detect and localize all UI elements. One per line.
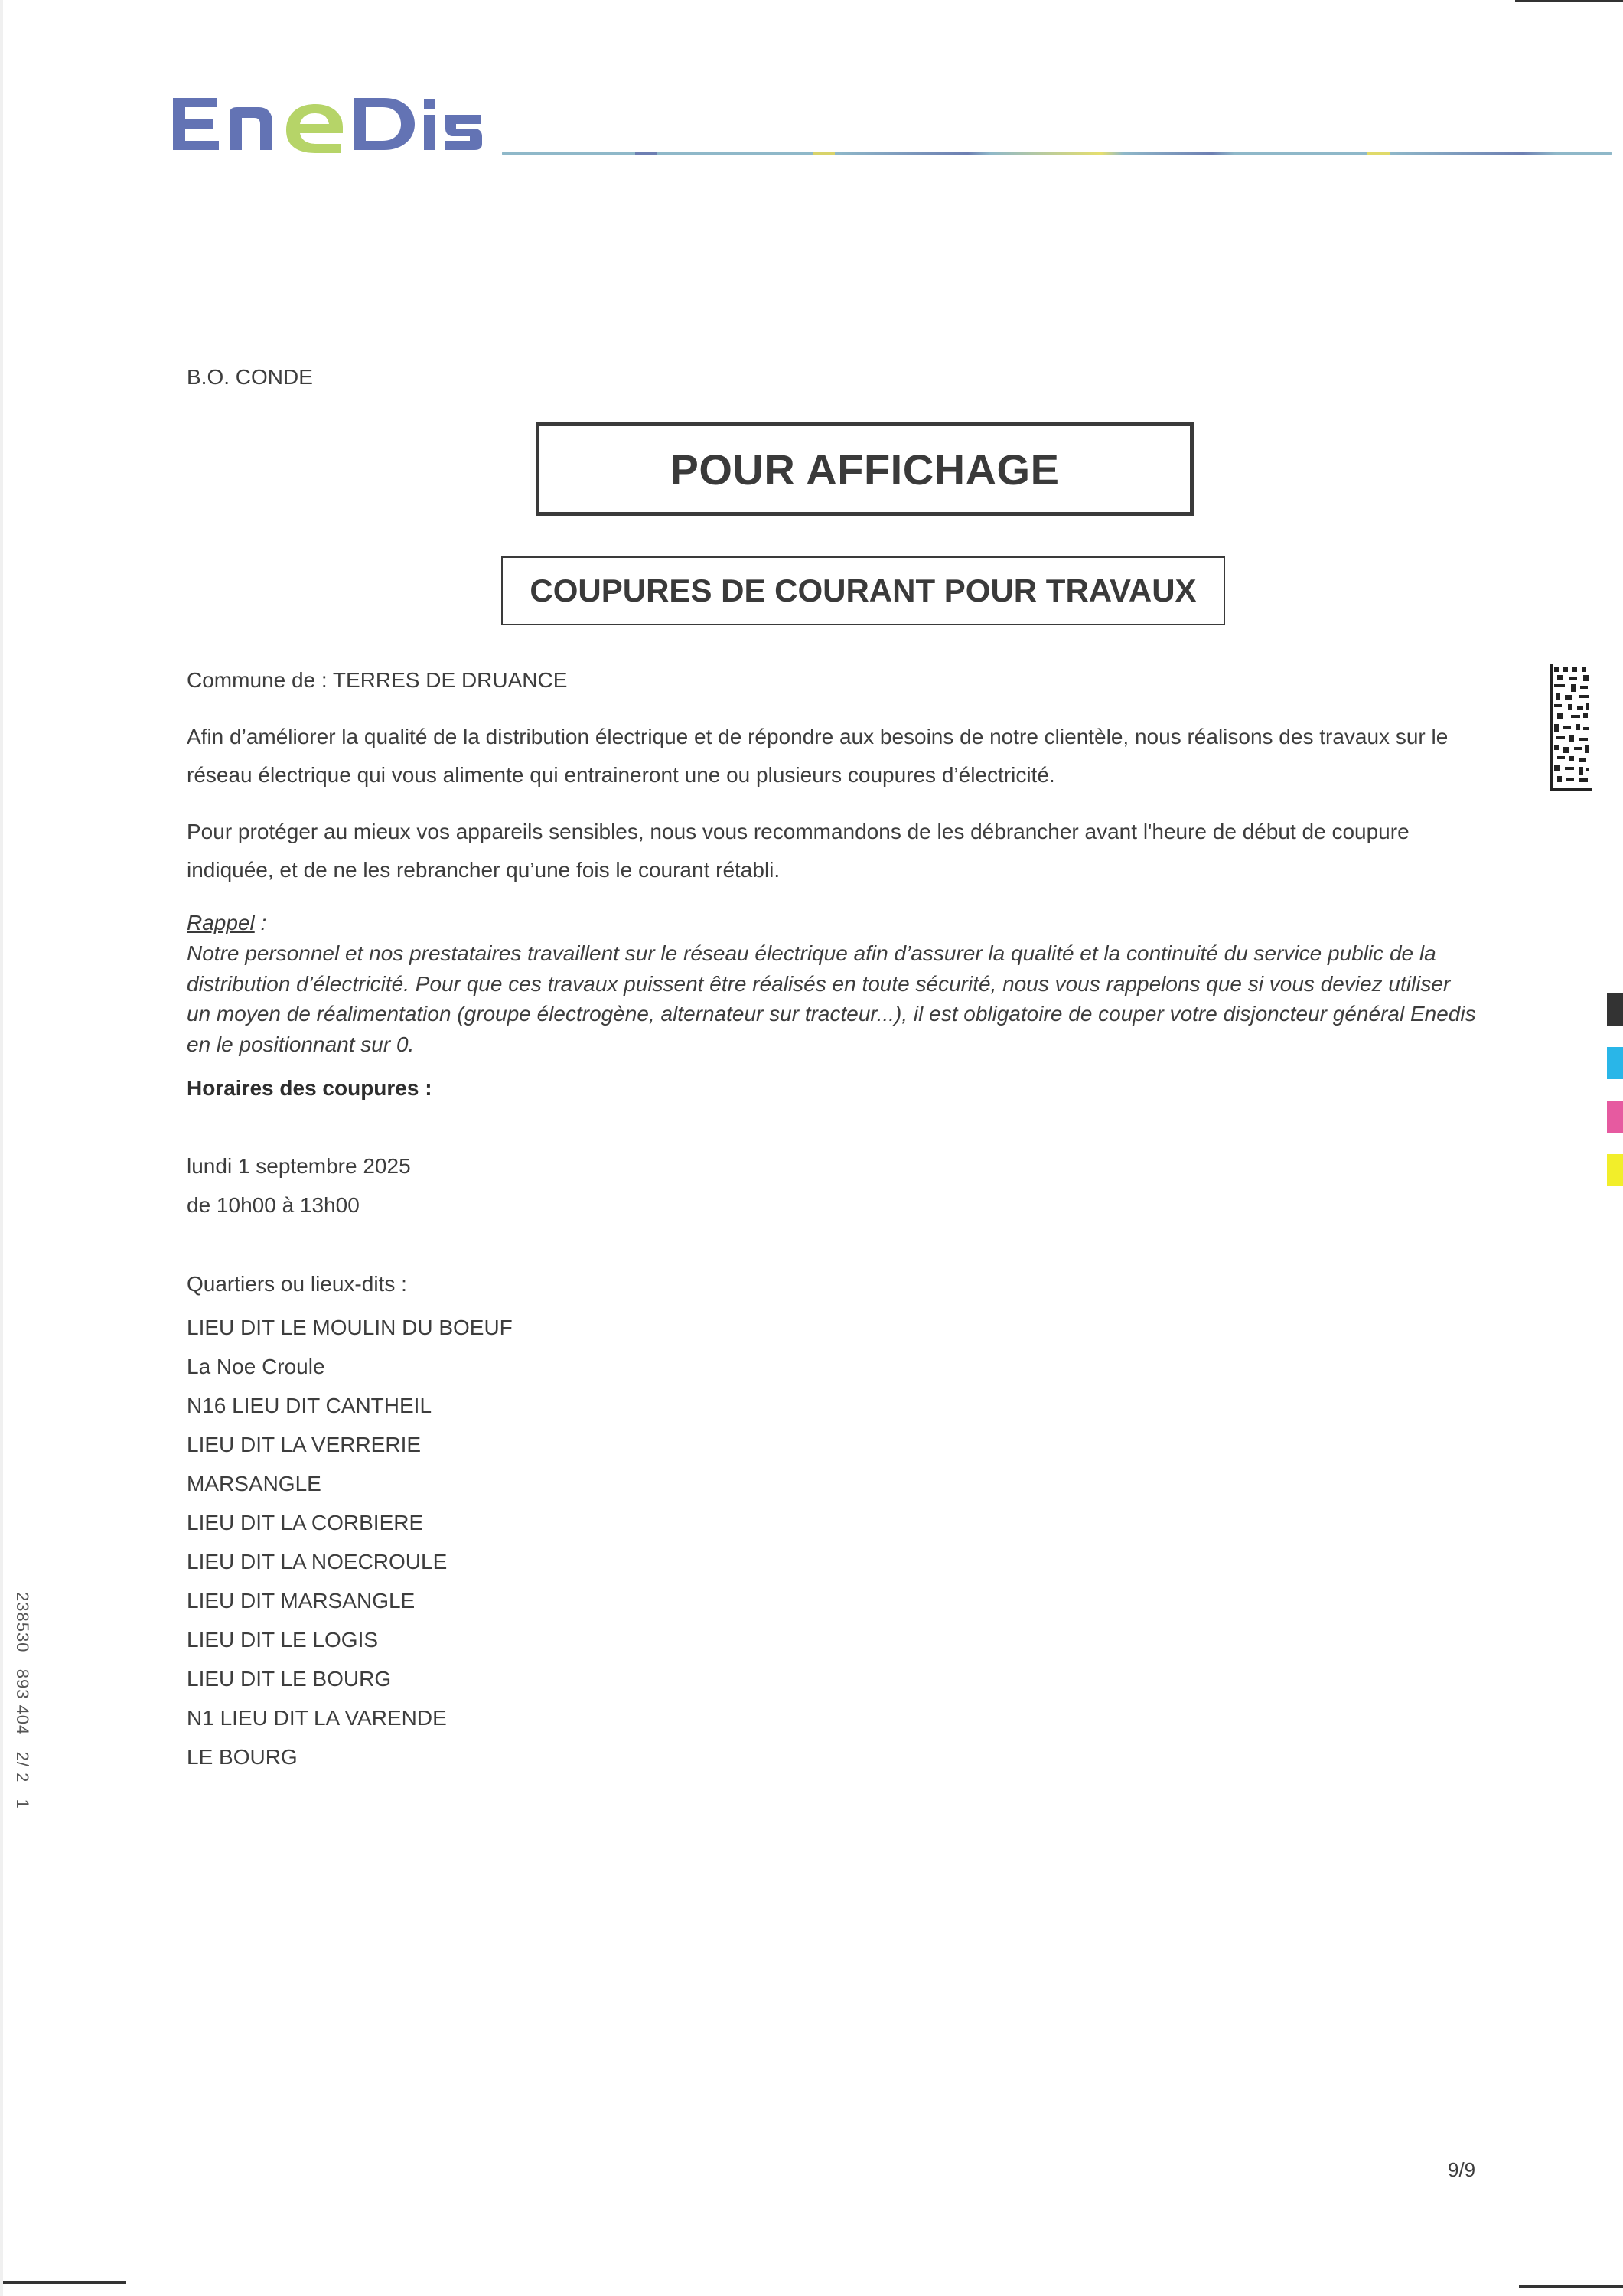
list-item: LE BOURG <box>187 1745 298 1769</box>
list-item: MARSANGLE <box>187 1472 321 1495</box>
list-item: N16 LIEU DIT CANTHEIL <box>187 1394 432 1417</box>
rappel-colon: : <box>254 911 267 934</box>
rappel-label: Rappel <box>187 911 255 934</box>
advice-paragraph: Pour protéger au mieux vos appareils sensibles, nous vous recommandons de les débrancher avant l'heure de début de coupure indiquée, et de ne les rebrancher qu’une fois le courant rétabli. <box>187 820 1410 882</box>
page-subtitle: COUPURES DE COURANT POUR TRAVAUX <box>530 572 1197 608</box>
title-box <box>536 422 1194 516</box>
list-item: LIEU DIT MARSANGLE <box>187 1589 416 1613</box>
rappel-heading <box>187 908 266 938</box>
list-item: LIEU DIT LE LOGIS <box>187 1628 379 1652</box>
datamatrix-code-icon <box>1550 664 1592 791</box>
places-heading: Quartiers ou lieux-dits : <box>187 1272 407 1296</box>
list-item: LIEU DIT LA VERRERIE <box>187 1433 422 1456</box>
subtitle-box <box>501 556 1225 625</box>
scan-edge-bottom-left <box>0 2281 126 2284</box>
list-item: LIEU DIT LE MOULIN DU BOEUF <box>187 1316 513 1339</box>
page-title: POUR AFFICHAGE <box>670 445 1060 494</box>
commune-line: Commune de : TERRES DE DRUANCE <box>187 668 568 692</box>
scan-edge-left <box>0 0 3 2296</box>
color-swatch-cyan <box>1607 1047 1623 1079</box>
outage-time: de 10h00 à 13h00 <box>187 1193 360 1217</box>
color-swatch-black <box>1607 993 1623 1026</box>
list-item: N1 LIEU DIT LA VARENDE <box>187 1706 447 1730</box>
list-item: LIEU DIT LA NOECROULE <box>187 1550 448 1574</box>
enedis-logo <box>170 90 484 163</box>
intro-paragraph: Afin d’améliorer la qualité de la distribution électrique et de répondre aux besoins de notre clientèle, nous réalisons des travaux sur le réseau électrique qui vous alimente qui entraineront une ou plusieurs coupures d’électricité. <box>187 725 1449 787</box>
places-list <box>187 1308 513 1776</box>
schedule-heading: Horaires des coupures : <box>187 1076 432 1100</box>
color-swatch-yellow <box>1607 1154 1623 1186</box>
sender-office: B.O. CONDE <box>187 365 313 389</box>
list-item: LIEU DIT LA CORBIERE <box>187 1511 424 1534</box>
list-item: LIEU DIT LE BOURG <box>187 1667 392 1691</box>
rappel-text: Notre personnel et nos prestataires travaillent sur le réseau électrique afin d’assurer la qualité et la continuité du service public de la distribution d’électricité. Pour que ces travaux puissent être réalisés en toute sécurité, nous vous rappelons que si vous deviez utiliser un moyen de réalimentation (groupe électrogène, alternateur sur tracteur...), il est obligatoire de couper votre disjoncteur général Enedis en le positionnant sur 0. <box>187 941 1476 1056</box>
header-divider-line <box>502 152 1612 155</box>
list-item: La Noe Croule <box>187 1355 325 1378</box>
outage-date: lundi 1 septembre 2025 <box>187 1154 411 1178</box>
color-swatch-magenta <box>1607 1101 1623 1133</box>
enedis-logo-icon <box>170 90 484 159</box>
scan-edge-bottom-right <box>1519 2285 1623 2288</box>
scan-edge-top-right <box>1515 0 1623 2</box>
scan-tracking-code: 238530 893 404 2/ 2 1 <box>13 1592 32 1809</box>
page-number: 9/9 <box>1448 2158 1476 2181</box>
